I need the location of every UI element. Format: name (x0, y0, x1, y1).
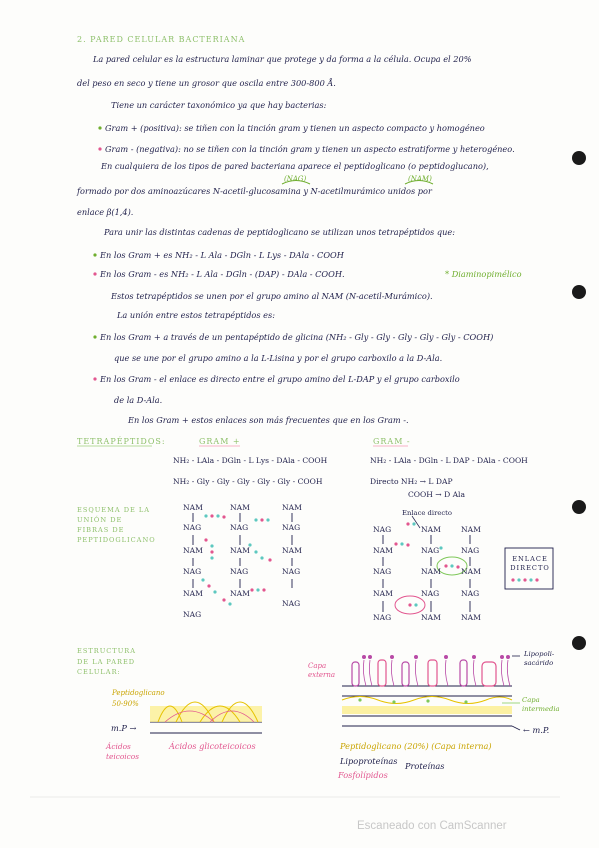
lipoteichoic-acids-label: Ácidos glicoteicoicos (169, 741, 256, 751)
nag-label: NAG (282, 599, 301, 608)
nam-label: NAM (230, 546, 250, 555)
paragraph-line: enlace β(1,4). (77, 207, 134, 217)
paragraph-line: del peso en seco y tiene un grosor que oscila entre 300-800 Å. (77, 78, 336, 88)
lipoproteins-label: Lipoproteínas (340, 756, 398, 766)
paragraph-line: que se une por el grupo amino a la L-Lisina y por el grupo carboxilo a la D-Ala. (114, 353, 443, 363)
membrane-negative-label: ← m.P. (523, 725, 550, 735)
nam-label: NAM (421, 525, 441, 534)
nag-annotation: (NAG) (284, 175, 307, 183)
gram-positive-formula-1: NH₂ - LAla - DGln - L Lys - DAla - COOH (173, 456, 328, 465)
nag-label: NAG (282, 523, 301, 532)
proteins-label: Proteínas (405, 761, 445, 771)
tetrapeptides-heading: TETRAPÉPTIDOS: (77, 437, 166, 446)
nam-annotation: (NAM) (408, 175, 432, 183)
nam-label: NAM (183, 546, 203, 555)
scanner-watermark: Escaneado con CamScanner (357, 820, 507, 832)
nag-label: NAG (373, 613, 392, 622)
paragraph-line: En los Gram + estos enlaces son más frecuentes que en los Gram -. (128, 415, 409, 425)
nag-label: NAG (421, 589, 440, 598)
nam-label: NAM (230, 503, 250, 512)
paragraph-line: Para unir las distintas cadenas de peptidoglicano se utilizan unos tetrapéptidos que: (104, 227, 455, 237)
page-title: 2. PARED CELULAR BACTERIANA (77, 35, 246, 44)
nag-label: NAG (373, 567, 392, 576)
bullet-gram-negative-union: En los Gram - el enlace es directo entre el grupo amino del L-DAP y el grupo carboxilo (100, 374, 460, 384)
nam-label: NAM (183, 589, 203, 598)
paragraph-line: Tiene un carácter taxonómico ya que hay bacterias: (111, 100, 327, 110)
nag-label: NAG (183, 610, 202, 619)
nam-label: NAM (373, 589, 393, 598)
nag-label: NAG (230, 523, 249, 532)
nam-label: NAM (461, 567, 481, 576)
nam-label: NAM (373, 546, 393, 555)
direct-bond-box-label: ENLACE DIRECTO (510, 555, 550, 572)
gram-negative-formula-3: COOH → D Ala (408, 490, 466, 499)
intermediate-layer-label: Capa intermedia (522, 696, 560, 713)
direct-bond-label: Enlace directo (402, 509, 452, 517)
paragraph-line: de la D-Ala. (114, 395, 163, 405)
bullet-gram-positive-union: En los Gram + a través de un pentapéptido de glicina (NH₂ - Gly - Gly - Gly - Gly - Gly - COOH) (100, 332, 494, 342)
paragraph-line: Estos tetrapéptidos se unen por el grupo amino al NAM (N-acetil-Murámico). (111, 291, 433, 301)
paragraph-line: La unión entre estos tetrapéptidos es: (117, 310, 275, 320)
nag-label: NAG (373, 525, 392, 534)
nam-label: NAM (230, 589, 250, 598)
teichoic-acids-label: Ácidos teicoicos (106, 742, 140, 761)
phospholipids-label: Fosfolípidos (338, 770, 388, 780)
nag-label: NAG (282, 567, 301, 576)
dap-note: * Diaminopimélico (445, 269, 522, 279)
gram-positive-heading: GRAM + (199, 437, 241, 446)
nam-label: NAM (282, 503, 302, 512)
paragraph-line: formado por dos aminoazúcares N-acetil-glucosamina y N-acetilmurámico unidos por (77, 186, 432, 196)
nam-label: NAM (421, 567, 441, 576)
bullet-gram-positive-tetrapeptide: En los Gram + es NH₂ - L Ala - DGln - L Lys - DAla - COOH (100, 250, 344, 260)
membrane-label: m.P → (111, 723, 137, 733)
nag-label: NAG (183, 523, 202, 532)
nag-label: NAG (461, 589, 480, 598)
nam-label: NAM (461, 525, 481, 534)
scheme-label: ESQUEMA DE LA UNIÓN DE FIBRAS DE PEPTIDOGLICANO (77, 506, 156, 544)
peptidoglycan-positive-label: Peptidoglicano 50-90% (112, 689, 165, 708)
peptidoglycan-negative-label: Peptidoglicano (20%) (Capa interna) (340, 741, 492, 751)
bullet-gram-negative: Gram - (negativa): no se tiñen con la tinción gram y tienen un aspecto estratiforme y heterogéneo. (105, 144, 515, 154)
nag-label: NAG (183, 567, 202, 576)
structure-heading: ESTRUCTURA DE LA PARED CELULAR: (77, 647, 136, 677)
gram-positive-formula-2: NH₂ - Gly - Gly - Gly - Gly - Gly - COOH (173, 477, 323, 486)
lps-label: Lipopoli-sacárido (524, 650, 555, 667)
nam-label: NAM (282, 546, 302, 555)
nag-label: NAG (421, 546, 440, 555)
gram-negative-formula-2: Directo NH₂ → L DAP (370, 477, 453, 486)
gram-negative-heading: GRAM - (373, 437, 411, 446)
nag-label: NAG (230, 567, 249, 576)
bullet-gram-negative-tetrapeptide: En los Gram - es NH₂ - L Ala - DGln - (DAP) - DAla - COOH. (100, 269, 345, 279)
nam-label: NAM (461, 613, 481, 622)
outer-layer-label: Capa externa (308, 662, 336, 680)
nam-label: NAM (183, 503, 203, 512)
bullet-gram-positive: Gram + (positiva): se tiñen con la tinción gram y tienen un aspecto compacto y homogéneo (105, 123, 485, 133)
nam-label: NAM (421, 613, 441, 622)
gram-negative-formula-1: NH₂ - LAla - DGln - L DAP - DAla - COOH (370, 456, 528, 465)
paragraph-line: En cualquiera de los tipos de pared bacteriana aparece el peptidoglicano (o peptidoglucano), (101, 161, 489, 171)
paragraph-line: La pared celular es la estructura laminar que protege y da forma a la célula. Ocupa el 20% (93, 54, 472, 64)
nag-label: NAG (461, 546, 480, 555)
